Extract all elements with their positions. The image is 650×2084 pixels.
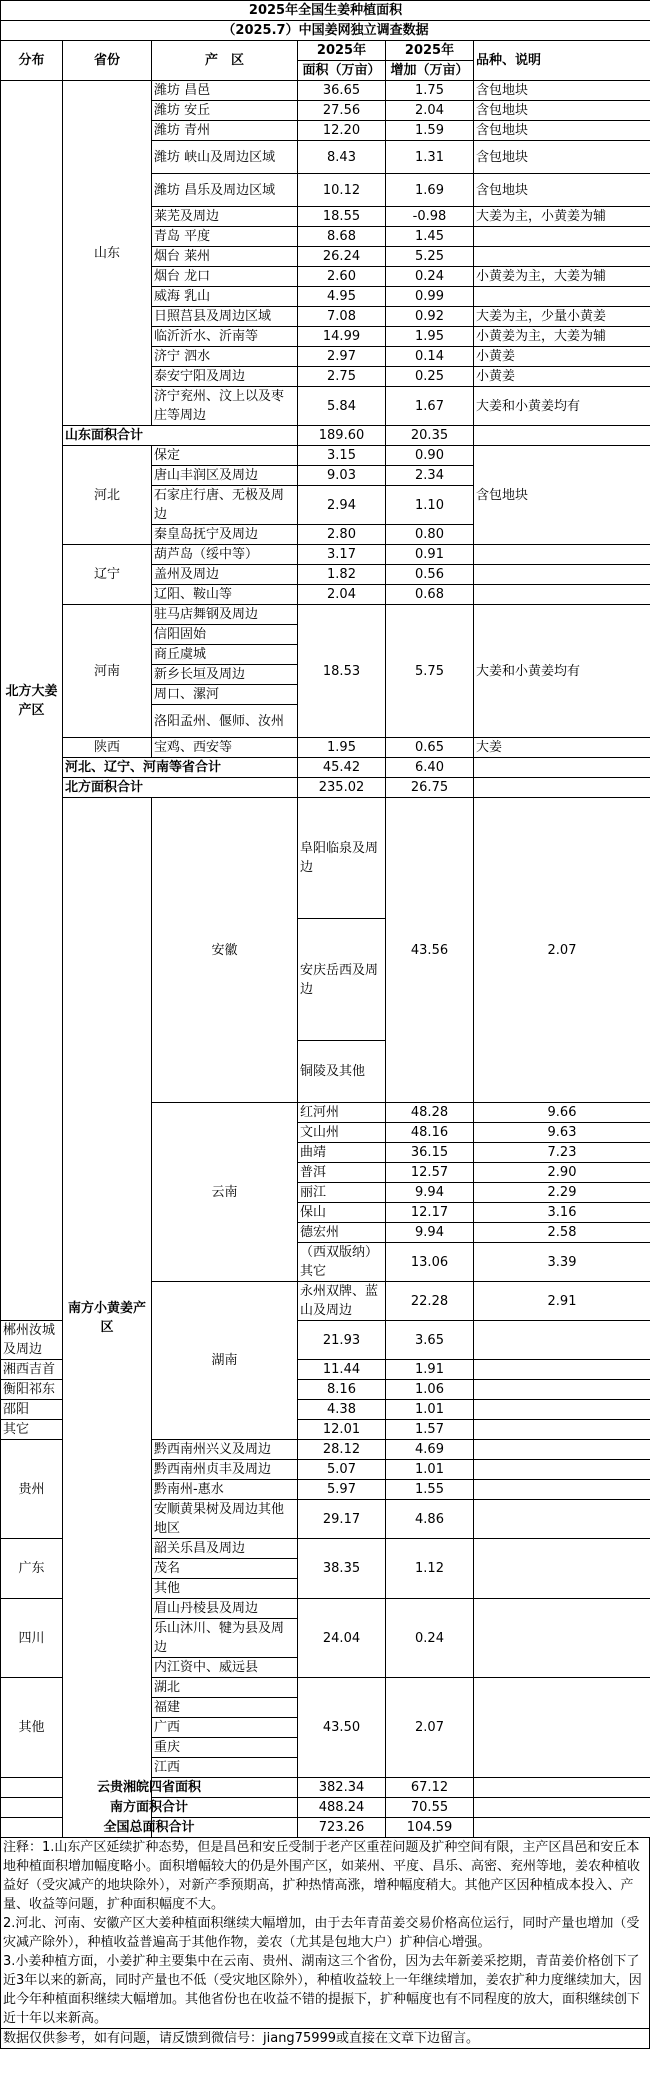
- area-name: 潍坊 安丘: [152, 101, 298, 121]
- area-value: 43.50: [298, 1678, 386, 1778]
- area-note: 大姜: [474, 738, 650, 758]
- area-name: 盖州及周边: [152, 565, 298, 585]
- empty-cell: [474, 1440, 650, 1460]
- area-name: 重庆: [152, 1738, 298, 1758]
- area-name: 日照莒县及周边区域: [152, 307, 298, 327]
- south-total-label: 南方面积合计: [1, 1798, 298, 1818]
- area-value: 4.38: [298, 1400, 386, 1420]
- header-area-name: 产 区: [152, 41, 298, 81]
- area-value: 1.82: [298, 565, 386, 585]
- note-1: 注释：1.山东产区延续扩种态势，但是昌邑和安丘受制于老产区重茬问题及扩种空间有限，主产区昌邑和安丘本地种植面积增加幅度略小。面积增幅较大的仍是外围产区，如莱州、平度、昌乐、高密、兖州等地，姜农种植收益好（受灾减产的地块除外），对新产季预期高，扩种热情高涨，增种幅度稍大。其他产区因种植成本投入、产量、收益等问题，扩种面积幅度不大。: [3, 1840, 641, 1912]
- area-value: 43.56: [386, 798, 474, 1103]
- north-total-increase: 26.75: [386, 778, 474, 798]
- four-province-total-area: 382.34: [298, 1778, 386, 1798]
- area-note: 含包地块: [474, 121, 650, 141]
- area-name: 泰安宁阳及周边: [152, 367, 298, 387]
- subtotal-area: 189.60: [298, 426, 386, 446]
- increase-value: 0.92: [386, 307, 474, 327]
- increase-value: 2.29: [474, 1183, 650, 1203]
- table-subtitle: （2025.7）中国姜网独立调查数据: [1, 21, 650, 41]
- area-note: 含包地块: [474, 446, 650, 545]
- increase-value: 1.31: [386, 141, 474, 174]
- header-province: 省份: [63, 41, 152, 81]
- table-row: [1, 545, 650, 565]
- area-value: 2.97: [298, 347, 386, 367]
- empty-cell: [474, 585, 650, 605]
- area-name: 青岛 平度: [152, 227, 298, 247]
- increase-value: 1.91: [386, 1360, 474, 1380]
- increase-value: 0.80: [386, 525, 474, 545]
- province-yunnan: 云南: [152, 1103, 298, 1282]
- area-name: 江西: [152, 1758, 298, 1778]
- area-note: 大姜和小黄姜均有: [474, 387, 650, 426]
- subtotal-increase: 6.40: [386, 758, 474, 778]
- area-name: 福建: [152, 1698, 298, 1718]
- province-anhui: 安徽: [152, 798, 298, 1103]
- empty-cell: [474, 426, 650, 446]
- area-name: 其他: [152, 1579, 298, 1599]
- area-value: 3.17: [298, 545, 386, 565]
- increase-value: 4.86: [386, 1500, 474, 1539]
- area-name: 乐山沐川、犍为县及周边: [152, 1619, 298, 1658]
- area-note: 小黄姜为主，大姜为辅: [474, 267, 650, 287]
- empty-cell: [474, 565, 650, 585]
- area-note: 小黄姜: [474, 367, 650, 387]
- area-name: 德宏州: [298, 1223, 386, 1243]
- note-2: 2.河北、河南、安徽产区大姜种植面积继续大幅增加，由于去年青苗姜交易价格高位运行，同时产量也增加（受灾减产除外），种植收益普遍高于其他作物，姜农（尤其是包地大户）扩种信心增强。: [3, 1916, 640, 1950]
- area-note: [474, 227, 650, 247]
- area-name: 济宁 泗水: [152, 347, 298, 367]
- increase-value: 2.34: [386, 466, 474, 486]
- area-value: 36.65: [298, 81, 386, 101]
- area-value: 24.04: [298, 1599, 386, 1678]
- area-name: 郴州汝城及周边: [1, 1321, 63, 1360]
- notes-cell: [1, 1838, 650, 2029]
- table-title: 2025年全国生姜种植面积: [1, 1, 650, 21]
- area-name: 烟台 龙口: [152, 267, 298, 287]
- empty-cell: [474, 758, 650, 778]
- area-name: 石家庄行唐、无极及周边: [152, 486, 298, 525]
- area-name: 湘西吉首: [1, 1360, 63, 1380]
- area-name: 济宁兖州、汶上以及枣庄等周边: [152, 387, 298, 426]
- area-name: 保定: [152, 446, 298, 466]
- area-note: 大姜为主，小黄姜为辅: [474, 207, 650, 227]
- increase-value: 0.99: [386, 287, 474, 307]
- area-note: 含包地块: [474, 101, 650, 121]
- empty-cell: [474, 1460, 650, 1480]
- area-name: 茂名: [152, 1559, 298, 1579]
- table-row: [1, 81, 650, 101]
- area-note: 小黄姜: [474, 347, 650, 367]
- province-shandong: 山东: [63, 81, 152, 426]
- increase-value: 5.25: [386, 247, 474, 267]
- area-value: 9.94: [386, 1183, 474, 1203]
- area-value: 1.95: [298, 738, 386, 758]
- area-value: 27.56: [298, 101, 386, 121]
- area-name: 黔西南州兴义及周边: [152, 1440, 298, 1460]
- area-name: 邵阳: [1, 1400, 63, 1420]
- increase-value: 2.90: [474, 1163, 650, 1183]
- increase-value: 4.69: [386, 1440, 474, 1460]
- empty-cell: [474, 1818, 650, 1838]
- empty-cell: [474, 1400, 650, 1420]
- region-north: 北方大姜产区: [1, 81, 63, 1321]
- area-value: 38.35: [298, 1539, 386, 1599]
- table-row: [1, 738, 650, 758]
- note-3: 3.小姜种植方面，小姜扩种主要集中在云南、贵州、湖南这三个省份，因为去年新姜采挖期，青苗姜价格创下了近3年以来的新高，同时产量也不低（受灾地区除外），种植收益较上一年继续增加，姜农扩种力度继续加大，因此今年种植面积继续大幅增加。其他省份也在收益不错的提振下，扩种幅度也有不同程度的放大，面积继续创下近十年以来新高。: [3, 1954, 642, 2026]
- province-shaanxi: 陕西: [63, 738, 152, 758]
- subtotal-increase: 20.35: [386, 426, 474, 446]
- province-guangdong: 广东: [1, 1539, 63, 1599]
- area-name: 潍坊 昌乐及周边区域: [152, 174, 298, 207]
- header-area-year: 2025年: [298, 41, 386, 61]
- area-name: 丽江: [298, 1183, 386, 1203]
- area-value: 2.60: [298, 267, 386, 287]
- area-value: 14.99: [298, 327, 386, 347]
- total-row: [1, 1798, 650, 1818]
- increase-value: 5.75: [386, 605, 474, 738]
- subtotal-row: [1, 426, 650, 446]
- area-value: 8.16: [298, 1380, 386, 1400]
- area-value: 12.20: [298, 121, 386, 141]
- province-other: 其他: [1, 1678, 63, 1778]
- increase-value: 1.95: [386, 327, 474, 347]
- south-total-area: 488.24: [298, 1798, 386, 1818]
- increase-value: 0.25: [386, 367, 474, 387]
- increase-value: 0.24: [386, 267, 474, 287]
- table-row: [1, 798, 650, 919]
- empty-cell: [474, 545, 650, 565]
- area-name: 新乡长垣及周边: [152, 665, 298, 685]
- area-value: 12.17: [386, 1203, 474, 1223]
- total-row: [1, 1818, 650, 1838]
- header-change-unit: 增加（万亩）: [386, 61, 474, 81]
- increase-value: 3.65: [386, 1321, 474, 1360]
- area-note: [474, 247, 650, 267]
- increase-value: 1.67: [386, 387, 474, 426]
- increase-value: 3.39: [474, 1243, 650, 1282]
- area-name: 其它: [1, 1420, 63, 1440]
- increase-value: 0.24: [386, 1599, 474, 1678]
- area-value: 13.06: [386, 1243, 474, 1282]
- area-name: 潍坊 昌邑: [152, 81, 298, 101]
- area-name: 威海 乳山: [152, 287, 298, 307]
- empty-cell: [474, 1539, 650, 1599]
- area-name: 衡阳祁东: [1, 1380, 63, 1400]
- increase-value: 0.91: [386, 545, 474, 565]
- north-total-label: 北方面积合计: [63, 778, 298, 798]
- area-name: 文山州: [298, 1123, 386, 1143]
- area-value: 48.16: [386, 1123, 474, 1143]
- area-note: 小黄姜为主，大姜为辅: [474, 327, 650, 347]
- area-name: 临沂沂水、沂南等: [152, 327, 298, 347]
- four-province-total-label: 云贵湘皖四省面积: [1, 1778, 298, 1798]
- area-value: 12.57: [386, 1163, 474, 1183]
- area-value: 8.68: [298, 227, 386, 247]
- notes-table: [0, 1837, 650, 2049]
- area-name: 商丘虞城: [152, 645, 298, 665]
- empty-cell: [474, 1678, 650, 1778]
- four-province-total-increase: 67.12: [386, 1778, 474, 1798]
- area-name: 阜阳临泉及周边: [298, 798, 386, 919]
- increase-value: 1.10: [386, 486, 474, 525]
- area-name: 内江资中、威远县: [152, 1658, 298, 1678]
- area-name: 安顺黄果树及周边其他地区: [152, 1500, 298, 1539]
- subtotal-row: [1, 778, 650, 798]
- area-value: 5.84: [298, 387, 386, 426]
- total-row: [1, 1778, 650, 1798]
- header-notes: 品种、说明: [474, 41, 650, 81]
- area-value: 2.04: [298, 585, 386, 605]
- subtotal-row: [1, 758, 650, 778]
- increase-value: 1.01: [386, 1460, 474, 1480]
- area-value: 7.08: [298, 307, 386, 327]
- area-value: 36.15: [386, 1143, 474, 1163]
- area-name: （西双版纳）其它: [298, 1243, 386, 1282]
- area-name: 安庆岳西及周边: [298, 919, 386, 1040]
- area-value: 18.55: [298, 207, 386, 227]
- area-name: 唐山丰润区及周边: [152, 466, 298, 486]
- increase-value: 7.23: [474, 1143, 650, 1163]
- area-name: 广西: [152, 1718, 298, 1738]
- national-total-increase: 104.59: [386, 1818, 474, 1838]
- subtotal-label: 山东面积合计: [63, 426, 298, 446]
- increase-value: 1.45: [386, 227, 474, 247]
- empty-cell: [474, 1599, 650, 1678]
- increase-value: 1.75: [386, 81, 474, 101]
- area-name: 烟台 莱州: [152, 247, 298, 267]
- area-value: 5.97: [298, 1480, 386, 1500]
- province-liaoning: 辽宁: [63, 545, 152, 605]
- area-name: 曲靖: [298, 1143, 386, 1163]
- area-value: 3.15: [298, 446, 386, 466]
- area-value: 2.94: [298, 486, 386, 525]
- area-name: 周口、漯河: [152, 685, 298, 705]
- north-total-area: 235.02: [298, 778, 386, 798]
- region-south: 南方小黄姜产区: [63, 798, 152, 1838]
- area-value: 48.28: [386, 1103, 474, 1123]
- area-value: 29.17: [298, 1500, 386, 1539]
- increase-value: 1.59: [386, 121, 474, 141]
- province-hebei: 河北: [63, 446, 152, 545]
- increase-value: 1.55: [386, 1480, 474, 1500]
- area-name: 信阳固始: [152, 625, 298, 645]
- table-row: [1, 446, 650, 466]
- increase-value: 0.56: [386, 565, 474, 585]
- area-name: 黔南州-惠水: [152, 1480, 298, 1500]
- area-value: 18.53: [298, 605, 386, 738]
- area-name: 永州双牌、蓝山及周边: [298, 1282, 386, 1321]
- area-name: 普洱: [298, 1163, 386, 1183]
- area-value: 2.80: [298, 525, 386, 545]
- increase-value: 0.90: [386, 446, 474, 466]
- area-value: 4.95: [298, 287, 386, 307]
- area-name: 黔西南州贞丰及周边: [152, 1460, 298, 1480]
- area-name: 秦皇岛抚宁及周边: [152, 525, 298, 545]
- area-name: 韶关乐昌及周边: [152, 1539, 298, 1559]
- area-value: 28.12: [298, 1440, 386, 1460]
- empty-cell: [474, 1360, 650, 1380]
- province-hunan: 湖南: [152, 1282, 298, 1440]
- area-note: 含包地块: [474, 174, 650, 207]
- national-total-area: 723.26: [298, 1818, 386, 1838]
- empty-cell: [474, 1778, 650, 1798]
- province-guizhou: 贵州: [1, 1440, 63, 1539]
- area-name: 湖北: [152, 1678, 298, 1698]
- area-value: 21.93: [298, 1321, 386, 1360]
- area-value: 8.43: [298, 141, 386, 174]
- area-value: 2.75: [298, 367, 386, 387]
- area-name: 莱芜及周边: [152, 207, 298, 227]
- area-value: 5.07: [298, 1460, 386, 1480]
- area-note: [474, 287, 650, 307]
- empty-cell: [474, 1500, 650, 1539]
- increase-value: 9.66: [474, 1103, 650, 1123]
- area-name: 潍坊 峡山及周边区域: [152, 141, 298, 174]
- national-total-label: 全国总面积合计: [1, 1818, 298, 1838]
- increase-value: 2.07: [474, 798, 650, 1103]
- area-value: 12.01: [298, 1420, 386, 1440]
- empty-cell: [474, 1380, 650, 1400]
- increase-value: 0.68: [386, 585, 474, 605]
- area-note: 含包地块: [474, 141, 650, 174]
- increase-value: 2.07: [386, 1678, 474, 1778]
- increase-value: 0.14: [386, 347, 474, 367]
- subtotal-area: 45.42: [298, 758, 386, 778]
- increase-value: 1.12: [386, 1539, 474, 1599]
- area-value: 9.94: [386, 1223, 474, 1243]
- area-name: 保山: [298, 1203, 386, 1223]
- area-note: 大姜为主，少量小黄姜: [474, 307, 650, 327]
- feedback-footer: 数据仅供参考，如有问题，请反馈到微信号：jiang75999或直接在文章下边留言。: [1, 2029, 650, 2049]
- header-change-year: 2025年: [386, 41, 474, 61]
- area-name: 铜陵及其他: [298, 1040, 386, 1102]
- area-name: 潍坊 青州: [152, 121, 298, 141]
- increase-value: 1.57: [386, 1420, 474, 1440]
- area-value: 9.03: [298, 466, 386, 486]
- area-value: 22.28: [386, 1282, 474, 1321]
- area-value: 10.12: [298, 174, 386, 207]
- header-area-unit: 面积（万亩）: [298, 61, 386, 81]
- area-name: 红河州: [298, 1103, 386, 1123]
- area-name: 辽阳、鞍山等: [152, 585, 298, 605]
- area-name: 宝鸡、西安等: [152, 738, 298, 758]
- area-name: 眉山丹棱县及周边: [152, 1599, 298, 1619]
- empty-cell: [474, 1321, 650, 1360]
- increase-value: -0.98: [386, 207, 474, 227]
- area-note: 大姜和小黄姜均有: [474, 605, 650, 738]
- increase-value: 2.04: [386, 101, 474, 121]
- province-sichuan: 四川: [1, 1599, 63, 1678]
- table-row: [1, 605, 650, 625]
- area-value: 26.24: [298, 247, 386, 267]
- province-henan: 河南: [63, 605, 152, 738]
- area-name: 洛阳孟州、偃师、汝州: [152, 705, 298, 738]
- area-name: 驻马店舞钢及周边: [152, 605, 298, 625]
- empty-cell: [474, 1798, 650, 1818]
- increase-value: 0.65: [386, 738, 474, 758]
- increase-value: 1.01: [386, 1400, 474, 1420]
- south-total-increase: 70.55: [386, 1798, 474, 1818]
- increase-value: 9.63: [474, 1123, 650, 1143]
- increase-value: 1.06: [386, 1380, 474, 1400]
- area-name: 葫芦岛（绥中等）: [152, 545, 298, 565]
- increase-value: 2.91: [474, 1282, 650, 1321]
- increase-value: 2.58: [474, 1223, 650, 1243]
- header-region: 分布: [1, 41, 63, 81]
- empty-cell: [474, 1420, 650, 1440]
- increase-value: 3.16: [474, 1203, 650, 1223]
- empty-cell: [474, 778, 650, 798]
- increase-value: 1.69: [386, 174, 474, 207]
- area-value: 11.44: [298, 1360, 386, 1380]
- area-note: 含包地块: [474, 81, 650, 101]
- subtotal-label: 河北、辽宁、河南等省合计: [63, 758, 298, 778]
- empty-cell: [474, 1480, 650, 1500]
